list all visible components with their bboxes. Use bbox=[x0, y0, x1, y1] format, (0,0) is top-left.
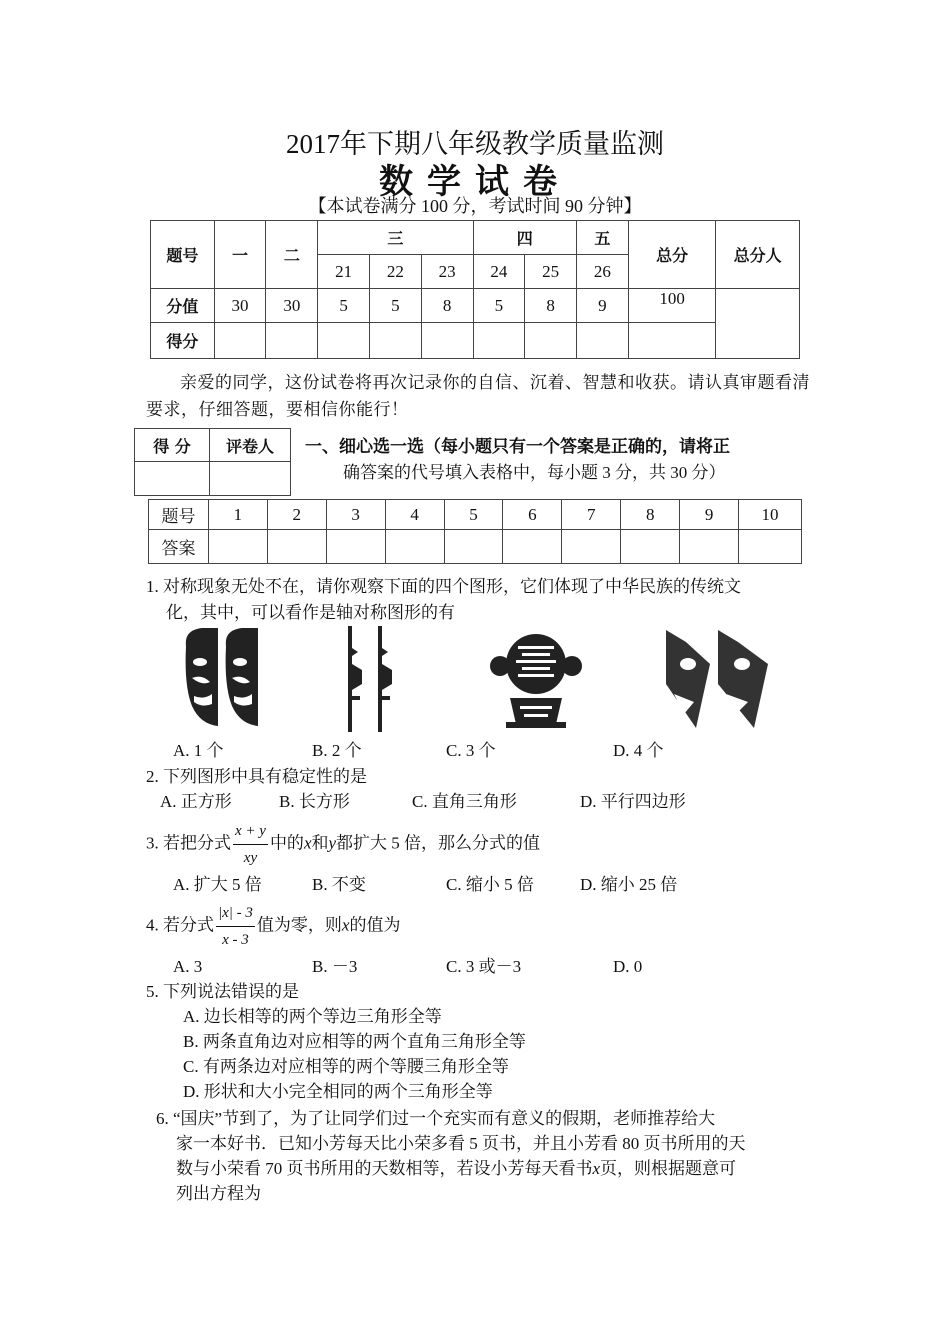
q4-option-b[interactable]: B. －3 bbox=[312, 957, 358, 976]
answer-cell[interactable] bbox=[267, 530, 326, 564]
section-2: 二 bbox=[266, 221, 318, 289]
score-cell[interactable] bbox=[266, 323, 318, 359]
q1-option-d[interactable]: D. 4 个 bbox=[613, 741, 664, 760]
q6-line2: 家一本好书．已知小芳每天比小荣多看 5 页书，并且小芳看 80 页书所用的天 bbox=[176, 1134, 746, 1153]
q3-mid2: 和 bbox=[311, 833, 329, 853]
label-grader: 总分人 bbox=[716, 221, 800, 289]
exam-info: 【本试卷满分 100 分，考试时间 90 分钟】 bbox=[308, 196, 642, 216]
q4-prefix: 4. 若分式 bbox=[146, 915, 214, 935]
q5-stem: 5. 下列说法错误的是 bbox=[146, 982, 299, 1001]
answer-num: 8 bbox=[621, 500, 680, 530]
grader-cell[interactable] bbox=[716, 289, 800, 359]
score-cell[interactable] bbox=[421, 323, 473, 359]
section1-title-cont: 确答案的代号填入表格中，每小题 3 分，共 30 分） bbox=[343, 463, 726, 482]
score-cell[interactable] bbox=[369, 323, 421, 359]
q3-option-b[interactable]: B. 不变 bbox=[312, 875, 366, 894]
q2-option-b[interactable]: B. 长方形 bbox=[279, 792, 350, 811]
answer-label-tihao: 题号 bbox=[149, 500, 209, 530]
q6-line4: 列出方程为 bbox=[176, 1184, 261, 1203]
q4-frac-num: |x| - 3 bbox=[216, 900, 255, 927]
q3-option-c[interactable]: C. 缩小 5 倍 bbox=[446, 875, 534, 894]
opera-mask-figure bbox=[180, 626, 268, 730]
value-22: 5 bbox=[369, 289, 421, 323]
section-4: 四 bbox=[473, 221, 577, 255]
answer-num: 9 bbox=[680, 500, 739, 530]
value-23: 8 bbox=[421, 289, 473, 323]
exam-title: 2017年下期八年级教学质量监测 bbox=[286, 129, 664, 159]
section-1: 一 bbox=[214, 221, 266, 289]
q3-prefix: 3. 若把分式 bbox=[146, 833, 231, 853]
value-21: 5 bbox=[318, 289, 370, 323]
score-cell[interactable] bbox=[525, 323, 577, 359]
exam-subject-title: 数学试卷 bbox=[379, 162, 571, 202]
score-cell[interactable] bbox=[577, 323, 629, 359]
q5-option-a[interactable]: A. 边长相等的两个等边三角形全等 bbox=[183, 1007, 442, 1026]
answer-num: 10 bbox=[739, 500, 802, 530]
q4-option-c[interactable]: C. 3 或－3 bbox=[446, 957, 522, 976]
q3-suffix: 都扩大 5 倍，那么分式的值 bbox=[336, 833, 541, 853]
score-cell[interactable] bbox=[214, 323, 266, 359]
q6-line3-post: 页，则根据题意可 bbox=[600, 1159, 737, 1178]
q3-option-a[interactable]: A. 扩大 5 倍 bbox=[173, 875, 262, 894]
subnum-26: 26 bbox=[577, 255, 629, 289]
kite-figure bbox=[664, 624, 772, 732]
q4-var-x: x bbox=[341, 915, 350, 935]
answer-cell[interactable] bbox=[444, 530, 503, 564]
value-total: 100 bbox=[628, 289, 716, 323]
q3-frac-den: xy bbox=[243, 850, 258, 866]
answer-num: 5 bbox=[444, 500, 503, 530]
q3-frac-num: x + y bbox=[233, 818, 268, 845]
q3-var-y: y bbox=[328, 833, 337, 853]
q1-option-c[interactable]: C. 3 个 bbox=[446, 741, 496, 760]
label-tihao: 题号 bbox=[151, 221, 215, 289]
q4-fraction bbox=[216, 900, 255, 953]
answer-cell[interactable] bbox=[503, 530, 562, 564]
answer-cell[interactable] bbox=[385, 530, 444, 564]
answer-num: 2 bbox=[267, 500, 326, 530]
q4-option-d[interactable]: D. 0 bbox=[613, 957, 643, 976]
label-defen: 得分 bbox=[151, 323, 215, 359]
subnum-23: 23 bbox=[421, 255, 473, 289]
section1-title: 一、细心选一选（每小题只有一个答案是正确的，请将正 bbox=[305, 437, 730, 457]
subnum-24: 24 bbox=[473, 255, 525, 289]
q4-stem bbox=[146, 900, 400, 953]
grader-score-cell[interactable] bbox=[135, 462, 210, 496]
score-cell-total[interactable] bbox=[628, 323, 716, 359]
q2-option-d[interactable]: D. 平行四边形 bbox=[580, 792, 686, 811]
q4-frac-den: x - 3 bbox=[222, 932, 249, 948]
grader-score-label: 得 分 bbox=[135, 429, 210, 462]
section-5: 五 bbox=[577, 221, 629, 255]
q6-line1: 6. “国庆”节到了，为了让同学们过一个充实而有意义的假期，老师推荐给大 bbox=[156, 1109, 716, 1128]
q3-fraction bbox=[233, 818, 268, 871]
value-26: 9 bbox=[577, 289, 629, 323]
q1-line1: 1. 对称现象无处不在，请你观察下面的四个图形，它们体现了中华民族的传统文 bbox=[146, 577, 741, 596]
answer-num: 4 bbox=[385, 500, 444, 530]
value-25: 8 bbox=[525, 289, 577, 323]
q1-option-b[interactable]: B. 2 个 bbox=[312, 741, 362, 760]
answer-num: 1 bbox=[208, 500, 267, 530]
score-cell[interactable] bbox=[473, 323, 525, 359]
score-cell[interactable] bbox=[318, 323, 370, 359]
answer-cell[interactable] bbox=[680, 530, 739, 564]
grader-box bbox=[134, 428, 291, 496]
subnum-21: 21 bbox=[318, 255, 370, 289]
subnum-22: 22 bbox=[369, 255, 421, 289]
value-24: 5 bbox=[473, 289, 525, 323]
value-2: 30 bbox=[266, 289, 318, 323]
q3-option-d[interactable]: D. 缩小 25 倍 bbox=[580, 875, 678, 894]
answer-cell[interactable] bbox=[739, 530, 802, 564]
score-table bbox=[150, 220, 800, 359]
subnum-25: 25 bbox=[525, 255, 577, 289]
answer-cell[interactable] bbox=[208, 530, 267, 564]
value-1: 30 bbox=[214, 289, 266, 323]
q5-option-b[interactable]: B. 两条直角边对应相等的两个直角三角形全等 bbox=[183, 1032, 526, 1051]
q5-option-d[interactable]: D. 形状和大小完全相同的两个三角形全等 bbox=[183, 1082, 493, 1101]
q6-line3-pre: 数与小荣看 70 页书所用的天数相等，若设小芳每天看书 bbox=[176, 1159, 593, 1178]
answer-num: 3 bbox=[326, 500, 385, 530]
grader-name-cell[interactable] bbox=[210, 462, 291, 496]
answer-cell[interactable] bbox=[562, 530, 621, 564]
q3-mid1: 中的 bbox=[269, 833, 304, 853]
q3-stem bbox=[146, 818, 540, 871]
q1-line2: 化，其中，可以看作是轴对称图形的有 bbox=[166, 603, 455, 622]
q5-option-c[interactable]: C. 有两条边对应相等的两个等腰三角形全等 bbox=[183, 1057, 509, 1076]
double-happiness-figure bbox=[486, 626, 586, 730]
q4-suffix: 的值为 bbox=[349, 915, 401, 935]
answer-label-daan: 答案 bbox=[149, 530, 209, 564]
answer-cell[interactable] bbox=[326, 530, 385, 564]
q2-option-c[interactable]: C. 直角三角形 bbox=[412, 792, 517, 811]
q2-option-a[interactable]: A. 正方形 bbox=[160, 792, 232, 811]
q3-var-x: x bbox=[303, 833, 312, 853]
q4-option-a[interactable]: A. 3 bbox=[173, 957, 203, 976]
answer-cell[interactable] bbox=[621, 530, 680, 564]
answer-num: 7 bbox=[562, 500, 621, 530]
answer-num: 6 bbox=[503, 500, 562, 530]
q6-line3 bbox=[176, 1156, 736, 1182]
label-fenzhi: 分值 bbox=[151, 289, 215, 323]
sword-ornament-figure bbox=[342, 626, 392, 732]
q6-var-x: x bbox=[592, 1159, 601, 1178]
answer-table bbox=[148, 499, 802, 564]
q2-stem: 2. 下列图形中具有稳定性的是 bbox=[146, 767, 367, 786]
intro-text: 亲爱的同学，这份试卷将再次记录你的自信、沉着、智慧和收获。请认真审题看清要求，仔细答题，要相信你能行！ bbox=[146, 373, 810, 420]
q4-mid: 值为零，则 bbox=[256, 915, 342, 935]
section-3: 三 bbox=[318, 221, 473, 255]
label-total: 总分 bbox=[628, 221, 716, 289]
q1-option-a[interactable]: A. 1 个 bbox=[173, 741, 224, 760]
grader-name-label: 评卷人 bbox=[210, 429, 291, 462]
